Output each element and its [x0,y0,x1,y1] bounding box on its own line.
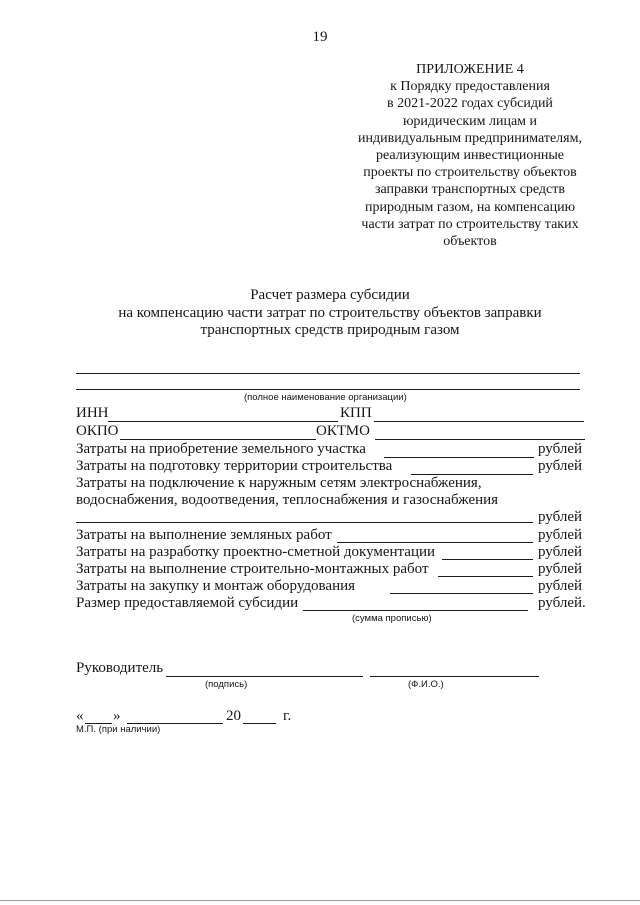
currency-label: рублей [538,544,583,560]
appendix-line: части затрат по строительству таких [361,216,579,232]
inn-field-line [108,421,338,422]
kpp-label: КПП [340,405,372,421]
cost-land-label: Затраты на приобретение земельного участка [76,441,366,457]
signature-caption: (подпись) [205,679,248,690]
okpo-label: ОКПО [76,423,119,439]
appendix-line: заправки транспортных средств [374,182,565,198]
inn-label: ИНН [76,405,109,421]
currency-label: рублей [538,561,583,577]
subsidy-amount-line [303,610,528,611]
org-name-line-1 [76,373,580,374]
cost-construction-label: Затраты на выполнение строительно-монтажных работ [76,561,429,577]
cost-utilities-label-2: водоснабжения, водоотведения, теплоснабжения и газоснабжения [76,492,499,508]
document-heading [60,287,600,340]
appendix-line: юридическим лицам и [402,113,538,129]
currency-label: рублей [538,458,583,474]
heading-line-3: транспортных средств природным газом [200,322,460,338]
cost-territory-label: Затраты на подготовку территории строительства [76,458,393,474]
cost-utilities-line [76,522,533,523]
date-year-suffix: г. [283,708,292,724]
cost-design-label: Затраты на разработку проектно-сметной документации [76,544,436,560]
date-open-quote: « [76,708,84,724]
head-label: Руководитель [76,660,164,676]
heading-line-1: Расчет размера субсидии [250,287,410,303]
cost-equipment-label: Затраты на закупку и монтаж оборудования [76,578,356,594]
appendix-line: объектов [443,234,497,250]
appendix-line: реализующим инвестиционные [375,148,564,164]
sum-words-caption: (сумма прописью) [352,613,432,624]
appendix-line: в 2021-2022 годах субсидий [387,96,553,112]
org-name-line-2 [76,389,580,390]
seal-caption: М.П. (при наличии) [76,724,161,735]
page-number: 19 [312,29,328,45]
heading-line-2: на компенсацию части затрат по строительству объектов заправки [118,304,542,321]
date-close-quote: » [113,708,121,724]
currency-final-label: рублей. [538,595,586,611]
appendix-line: индивидуальным предпринимателям, [358,130,582,146]
cost-land-line [384,457,534,458]
appendix-title: ПРИЛОЖЕНИЕ 4 [416,62,524,77]
appendix-line: природным газом, на компенсацию [364,199,576,215]
oktmo-label: ОКТМО [316,423,370,439]
date-year-line [243,723,276,724]
subsidy-label: Размер предоставляемой субсидии [76,595,299,611]
page-bottom-edge [0,900,640,901]
currency-label: рублей [538,509,583,525]
cost-equipment-line [390,593,533,594]
oktmo-field-line [375,439,585,440]
appendix-header [300,61,640,250]
appendix-line: к Порядку предоставления [390,79,550,95]
cost-earthworks-line [337,542,533,543]
signature-line [166,676,363,677]
appendix-line: проекты по строительству объектов [363,165,577,181]
cost-construction-line [438,576,533,577]
cost-utilities-label-1: Затраты на подключение к наружным сетям электроснабжения, [76,475,482,491]
kpp-field-line [374,421,584,422]
full-name-caption: (Ф.И.О.) [408,679,444,690]
org-name-caption: (полное наименование организации) [244,392,407,403]
cost-earthworks-label: Затраты на выполнение земляных работ [76,527,332,543]
cost-design-line [442,559,533,560]
currency-label: рублей [538,441,583,457]
okpo-field-line [120,439,316,440]
full-name-line [370,676,539,677]
date-year-prefix: 20 [226,708,241,724]
currency-label: рублей [538,578,583,594]
currency-label: рублей [538,527,583,543]
